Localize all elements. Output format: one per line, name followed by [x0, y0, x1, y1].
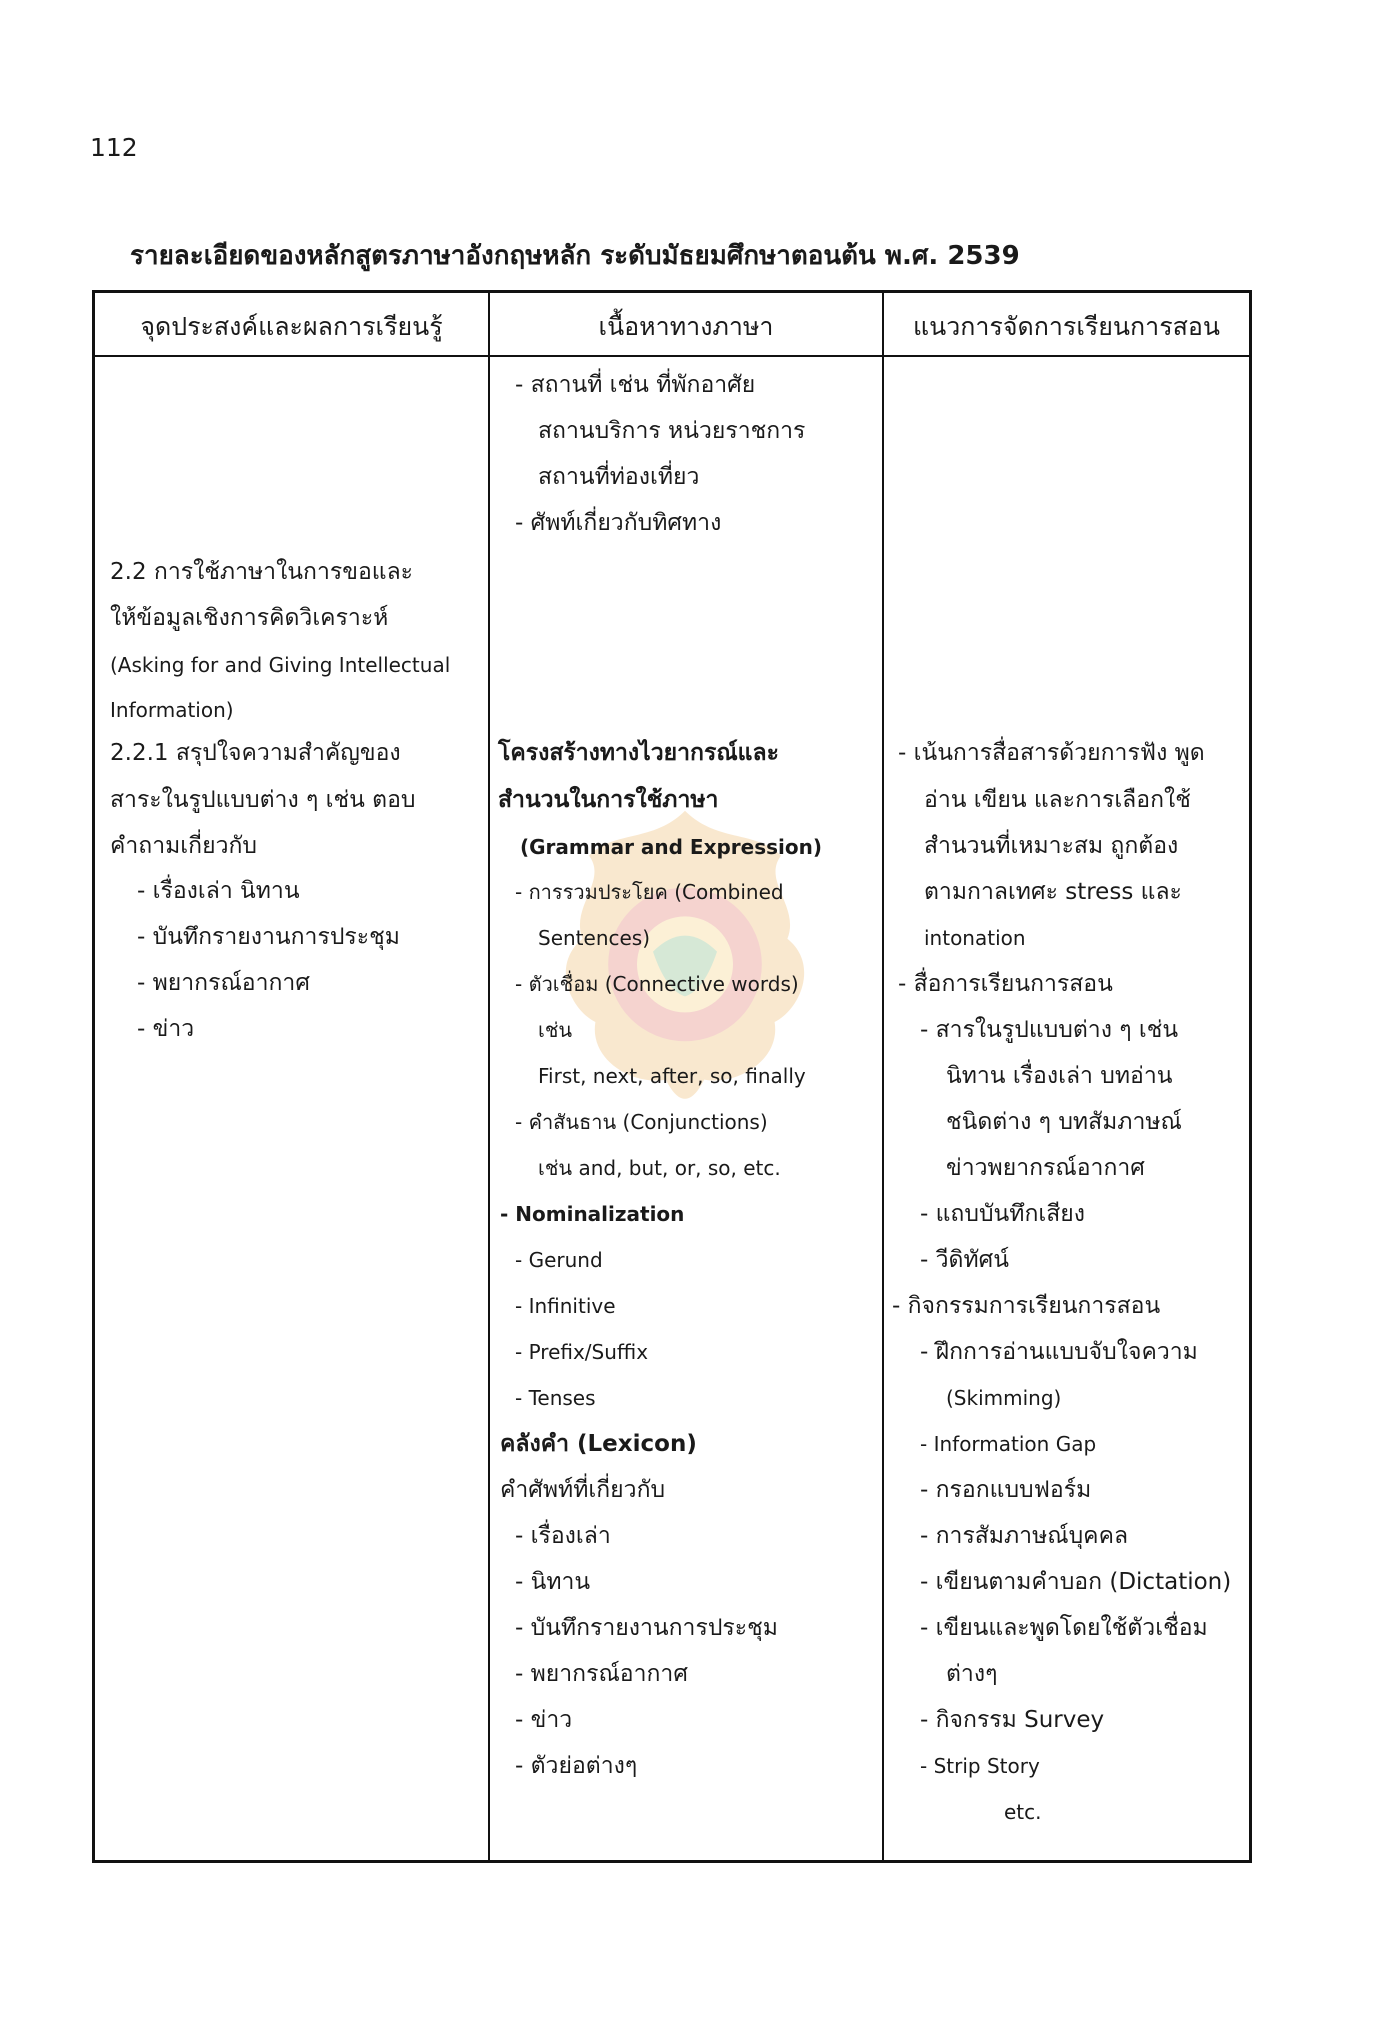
teaching-line: ต่างๆ	[946, 1661, 998, 1687]
grammar-heading: โครงสร้างทางไวยากรณ์และ	[498, 740, 779, 766]
curriculum-table	[92, 290, 1252, 1863]
content-line: - Tenses	[515, 1386, 596, 1410]
objective-line: Information)	[110, 698, 234, 722]
teaching-line: สำนวนที่เหมาะสม ถูกต้อง	[924, 833, 1179, 859]
content-line: สถานบริการ หน่วยราชการ	[538, 418, 806, 444]
objective-line: 2.2 การใช้ภาษาในการขอและ	[110, 559, 414, 585]
content-line: - Gerund	[515, 1248, 603, 1272]
teaching-line: - แถบบันทึกเสียง	[920, 1201, 1085, 1227]
teaching-line: - เน้นการสื่อสารด้วยการฟัง พูด	[898, 740, 1205, 766]
list-item: - พยากรณ์อากาศ	[137, 970, 310, 996]
teaching-line: - สารในรูปแบบต่าง ๆ เช่น	[920, 1017, 1179, 1043]
teaching-line: intonation	[924, 926, 1026, 950]
content-line: Sentences)	[538, 926, 651, 950]
content-line: First, next, after, so, finally	[538, 1064, 806, 1088]
teaching-line: - กิจกรรม Survey	[920, 1707, 1105, 1733]
lexicon-heading: คลังคำ (Lexicon)	[500, 1431, 697, 1457]
teaching-line: - สื่อการเรียนการสอน	[898, 971, 1113, 997]
page-number: 112	[90, 133, 138, 162]
teaching-line: (Skimming)	[946, 1386, 1062, 1410]
objective-line: ให้ข้อมูลเชิงการคิดวิเคราะห์	[110, 605, 389, 631]
content-line: - บันทึกรายงานการประชุม	[515, 1615, 778, 1641]
list-item: - บันทึกรายงานการประชุม	[137, 924, 400, 950]
nominalization-heading: - Nominalization	[500, 1202, 685, 1226]
teaching-line: - เขียนและพูดโดยใช้ตัวเชื่อม	[920, 1615, 1208, 1641]
document-title: รายละเอียดของหลักสูตรภาษาอังกฤษหลัก ระดับมัธยมศึกษาตอนต้น พ.ศ. 2539	[130, 241, 1020, 271]
teaching-line: etc.	[1004, 1800, 1042, 1824]
column-divider-2	[882, 293, 884, 1860]
teaching-line: ตามกาลเทศะ stress และ	[924, 879, 1182, 905]
teaching-line: ข่าวพยากรณ์อากาศ	[946, 1155, 1145, 1181]
teaching-line: อ่าน เขียน และการเลือกใช้	[924, 787, 1191, 813]
objective-line: 2.2.1 สรุปใจความสำคัญของ	[110, 740, 401, 766]
teaching-line: - กิจกรรมการเรียนการสอน	[892, 1293, 1161, 1319]
grammar-subheading: (Grammar and Expression)	[520, 835, 823, 859]
header-teaching: แนวการจัดการเรียนการสอน	[912, 312, 1220, 341]
content-line: - สถานที่ เช่น ที่พักอาศัย	[515, 372, 756, 398]
content-line: - ศัพท์เกี่ยวกับทิศทาง	[515, 510, 722, 536]
teaching-line: - เขียนตามคำบอก (Dictation)	[920, 1569, 1232, 1595]
content-line: - การรวมประโยค (Combined	[515, 880, 784, 904]
teaching-line: - ฝึกการอ่านแบบจับใจความ	[920, 1339, 1198, 1365]
content-line: สถานที่ท่องเที่ยว	[538, 464, 700, 490]
teaching-line: - การสัมภาษณ์บุคคล	[920, 1523, 1129, 1549]
grammar-heading: สำนวนในการใช้ภาษา	[498, 787, 719, 813]
teaching-line: - กรอกแบบฟอร์ม	[920, 1477, 1092, 1503]
teaching-line: - Information Gap	[920, 1432, 1097, 1456]
header-content: เนื้อหาทางภาษา	[598, 312, 774, 341]
content-line: - นิทาน	[515, 1569, 591, 1595]
objective-line: (Asking for and Giving Intellectual	[110, 653, 451, 677]
content-line: - ตัวย่อต่างๆ	[515, 1753, 638, 1779]
content-line: - ข่าว	[515, 1707, 573, 1733]
teaching-line: นิทาน เรื่องเล่า บทอ่าน	[946, 1063, 1173, 1089]
table-header-row	[95, 293, 1249, 357]
objective-line: คำถามเกี่ยวกับ	[110, 833, 258, 859]
header-objectives: จุดประสงค์และผลการเรียนรู้	[140, 312, 443, 341]
content-line: - คำสันธาน (Conjunctions)	[515, 1110, 768, 1134]
list-item: - เรื่องเล่า นิทาน	[137, 878, 300, 904]
content-line: เช่น	[538, 1018, 573, 1042]
teaching-line: - วีดิทัศน์	[920, 1247, 1009, 1273]
content-line: - เรื่องเล่า	[515, 1523, 611, 1549]
teaching-line: ชนิดต่าง ๆ บทสัมภาษณ์	[946, 1109, 1182, 1135]
objective-line: สาระในรูปแบบต่าง ๆ เช่น ตอบ	[110, 787, 416, 813]
content-line: - Infinitive	[515, 1294, 616, 1318]
content-line: คำศัพท์ที่เกี่ยวกับ	[500, 1477, 666, 1503]
teaching-line: - Strip Story	[920, 1754, 1040, 1778]
content-line: เช่น and, but, or, so, etc.	[538, 1156, 781, 1180]
content-line: - ตัวเชื่อม (Connective words)	[515, 972, 799, 996]
content-line: - Prefix/Suffix	[515, 1340, 649, 1364]
list-item: - ข่าว	[137, 1016, 195, 1042]
column-divider-1	[488, 293, 490, 1860]
content-line: - พยากรณ์อากาศ	[515, 1661, 688, 1687]
